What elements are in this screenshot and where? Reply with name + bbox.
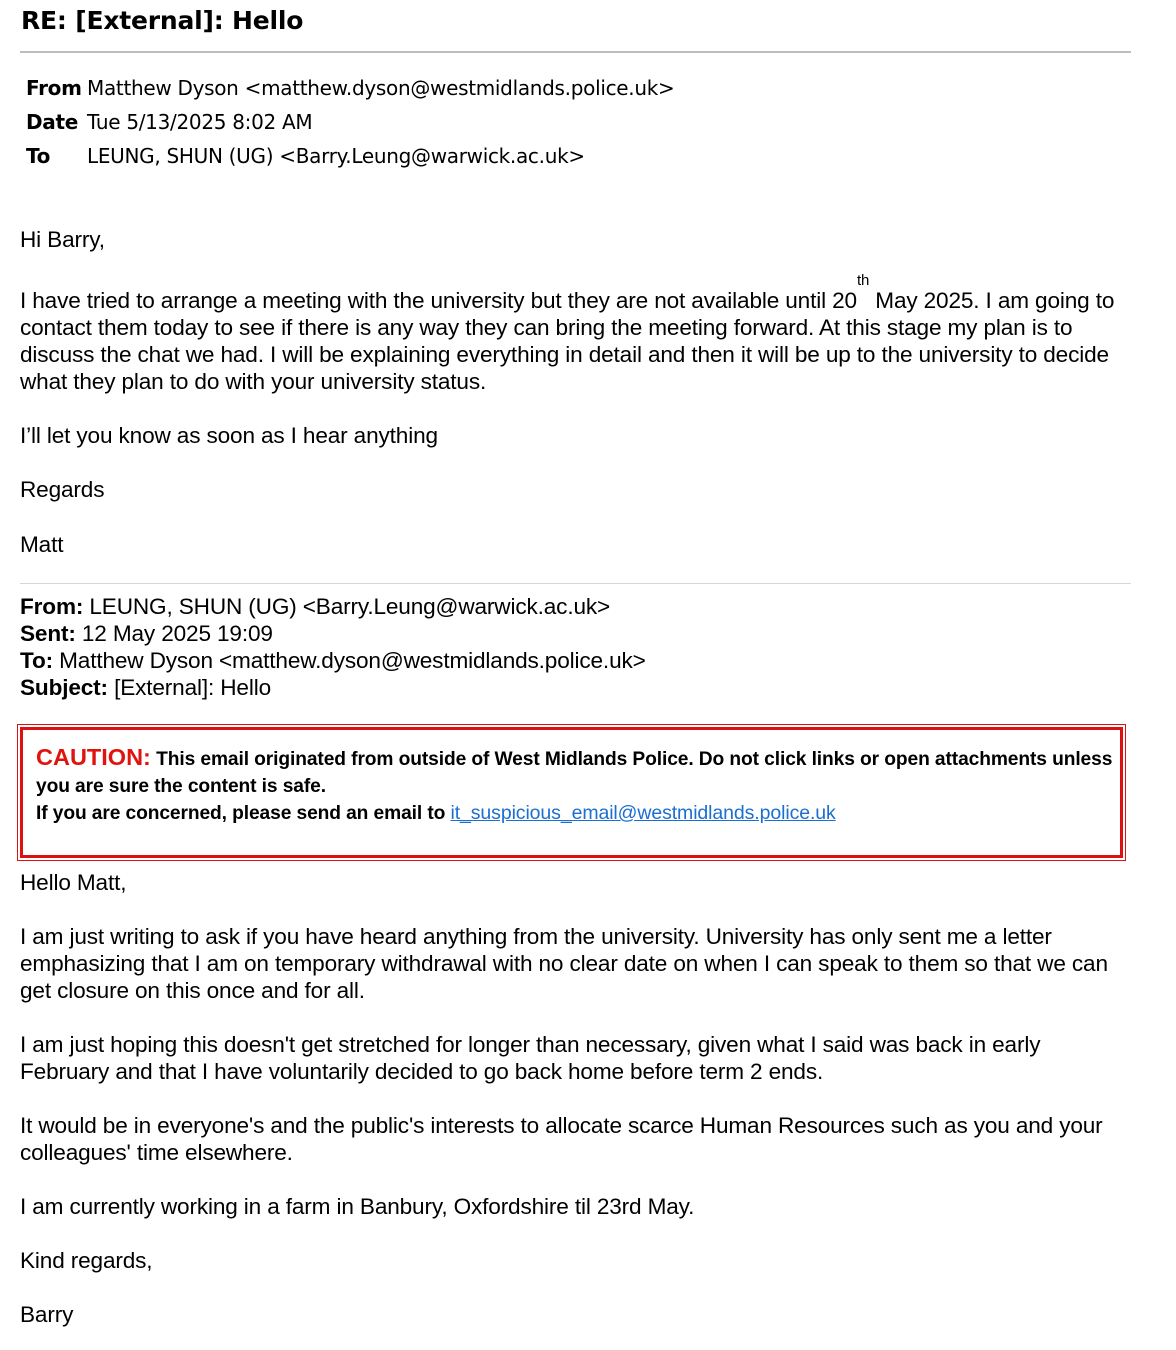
- header-to-row: [26, 144, 585, 168]
- original-paragraph-2: I am just hoping this doesn't get stretched for longer than necessary, given what I said was back in early February and that I have voluntarily decided to go back home before term 2 ends.: [20, 1032, 1041, 1084]
- caution-banner: [20, 727, 1123, 858]
- header-date-label: Date: [26, 110, 79, 134]
- original-paragraph-4: I am currently working in a farm in Banbury, Oxfordshire til 23rd May.: [20, 1194, 695, 1219]
- reply-signoff: Regards: [20, 477, 105, 502]
- quoted-divider: [20, 583, 1131, 584]
- header-date-value: Tue 5/13/2025 8:02 AM: [87, 110, 313, 134]
- email-subject: RE: [External]: Hello: [21, 6, 304, 35]
- forwarded-subject: Subject: [External]: Hello: [20, 675, 271, 700]
- header-from-value[interactable]: Matthew Dyson <matthew.dyson@westmidlands.police.uk>: [87, 76, 675, 100]
- reply-paragraph-1: I have tried to arrange a meeting with the university but they are not available until 20th May 2025. I am going to contact them today to see if there is any way they can bring the meeting forward. At this stage my plan is to discuss the chat we had. I will be explaining everything in detail and then it will be up to the university to decide what they plan to do with your university status.: [20, 272, 1115, 394]
- reply-greeting: Hi Barry,: [20, 227, 105, 252]
- original-paragraph-3: It would be in everyone's and the public's interests to allocate scarce Human Resources such as you and your colleagues' time elsewhere.: [20, 1113, 1103, 1165]
- original-paragraph-1: I am just writing to ask if you have heard anything from the university. University has only sent me a letter emphasizing that I am on temporary withdrawal with no clear date on when I can speak to them so that we can get closure on this once and for all.: [20, 924, 1108, 1003]
- forwarded-from: From: LEUNG, SHUN (UG) <Barry.Leung@warwick.ac.uk>: [20, 594, 611, 619]
- original-greeting: Hello Matt,: [20, 870, 127, 895]
- forwarded-sent: Sent: 12 May 2025 19:09: [20, 621, 273, 646]
- reply-paragraph-2: I’ll let you know as soon as I hear anything: [20, 423, 438, 448]
- reply-signature: Matt: [20, 532, 64, 557]
- header-to-label: To: [26, 144, 51, 168]
- original-signoff: Kind regards,: [20, 1248, 153, 1273]
- header-to-value[interactable]: LEUNG, SHUN (UG) <Barry.Leung@warwick.ac.uk>: [87, 144, 585, 168]
- header-date-row: [26, 110, 312, 134]
- ordinal-suffix: th: [856, 272, 870, 289]
- header-from-row: [26, 76, 674, 100]
- forwarded-to: To: Matthew Dyson <matthew.dyson@westmidlands.police.uk>: [20, 648, 646, 673]
- original-signature: Barry: [20, 1302, 74, 1327]
- forwarded-header: [20, 593, 1135, 701]
- caution-title: CAUTION:: [36, 744, 151, 770]
- suspicious-email-link[interactable]: it_suspicious_email@westmidlands.police.uk: [450, 802, 836, 824]
- header-divider: [20, 51, 1131, 53]
- header-from-label: From: [26, 76, 82, 100]
- caution-text: CAUTION: This email originated from outside of West Midlands Police. Do not click links or open attachments unless you are sure the content is safe. If you are concerned, please send an email to it_suspicious_email@westmidlands.police.uk: [36, 744, 1113, 824]
